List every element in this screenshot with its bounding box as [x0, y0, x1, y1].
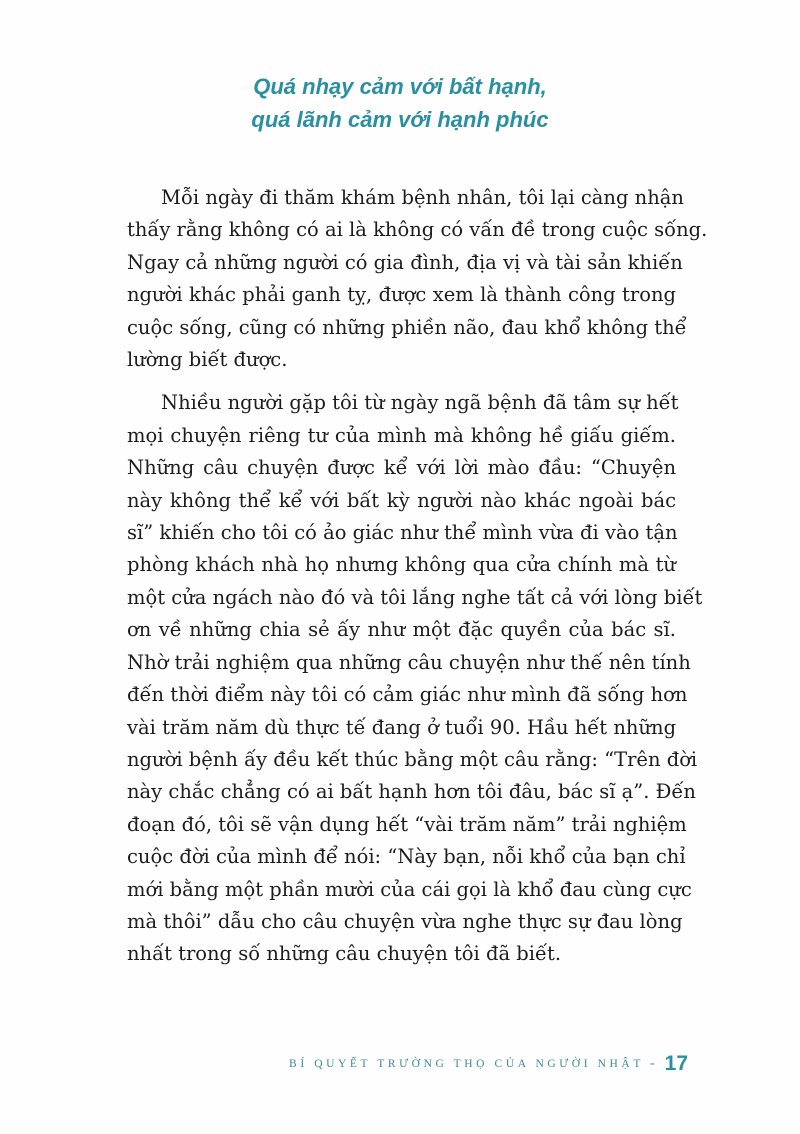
text-line: Những câu chuyện được kể với lời mào đầu: “Chuyện — [127, 456, 676, 480]
text-line: mọi chuyện riêng tư của mình mà không hề giấu giếm. — [127, 423, 676, 447]
text-line: người bệnh ấy đều kết thúc bằng một câu rằng: “Trên đời — [127, 747, 698, 771]
footer-separator: - — [649, 1056, 655, 1071]
text-line: cuộc sống, cũng có những phiền não, đau khổ không thể — [127, 315, 687, 339]
text-line: này chắc chẳng có ai bất hạnh hơn tôi đâu, bác sĩ ạ”. Đến — [127, 780, 696, 804]
text-line: này không thể kể với bất kỳ người nào khác ngoài bác — [127, 488, 676, 512]
text-line: mà thôi” dẫu cho câu chuyện vừa nghe thực sự đau lòng — [127, 909, 683, 933]
section-heading — [0, 70, 800, 136]
paragraph-1 — [127, 182, 708, 376]
text-line: Ngay cả những người có gia đình, địa vị và tài sản khiến — [127, 250, 683, 274]
text-line: đến thời điểm này tôi có cảm giác như mình đã sống hơn — [127, 683, 688, 707]
running-title: BÍ QUYẾT TRƯỜNG THỌ CỦA NGƯỜI NHẬT — [289, 1058, 644, 1070]
text-line: nhất trong số những câu chuyện tôi đã biết. — [127, 942, 562, 966]
heading-line-2: quá lãnh cảm với hạnh phúc — [251, 107, 549, 132]
text-line: Nhờ trải nghiệm qua những câu chuyện như thế nên tính — [127, 650, 691, 674]
text-line: Mỗi ngày đi thăm khám bệnh nhân, tôi lại càng nhận — [161, 186, 684, 209]
text-line: thấy rằng không có ai là không có vấn đề trong cuộc sống. — [127, 218, 708, 242]
text-line: phòng khách nhà họ nhưng không qua cửa chính mà từ — [127, 553, 676, 577]
body-text — [127, 182, 708, 982]
text-line: cuộc đời của mình để nói: “Này bạn, nỗi khổ của bạn chỉ — [127, 845, 686, 869]
text-line: đoạn đó, tôi sẽ vận dụng hết “vài trăm năm” trải nghiệm — [127, 812, 687, 836]
heading-line-1: Quá nhạy cảm với bất hạnh, — [253, 74, 547, 99]
text-line: vài trăm năm dù thực tế đang ở tuổi 90. Hầu hết những — [127, 715, 677, 739]
text-line: lường biết được. — [127, 348, 288, 372]
page-footer — [0, 1052, 688, 1076]
text-line: mới bằng một phần mười của cái gọi là khổ đau cùng cực — [127, 877, 692, 901]
text-line: sĩ” khiến cho tôi có ảo giác như thể mình vừa đi vào tận — [127, 521, 678, 545]
text-line: Nhiều người gặp tôi từ ngày ngã bệnh đã tâm sự hết — [161, 391, 679, 415]
text-line: người khác phải ganh tỵ, được xem là thành công trong — [127, 283, 676, 307]
page-number: 17 — [664, 1052, 688, 1075]
paragraph-2 — [127, 387, 703, 970]
text-line: một cửa ngách nào đó và tôi lắng nghe tất cả với lòng biết — [127, 585, 703, 609]
text-line: ơn về những chia sẻ ấy như một đặc quyền của bác sĩ. — [127, 618, 676, 642]
